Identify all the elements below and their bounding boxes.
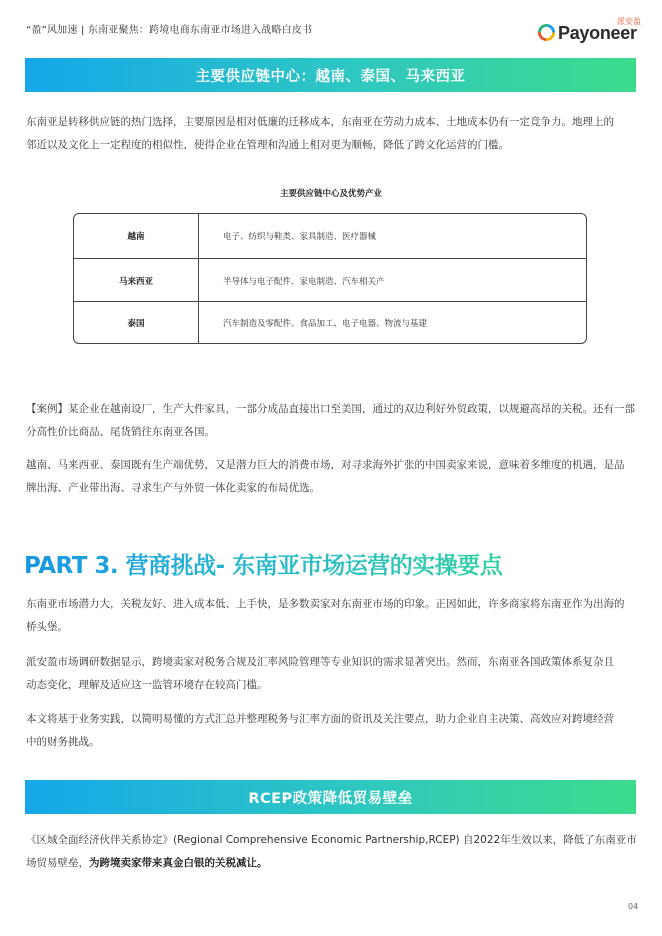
section-banner-rcep: RCEP政策降低贸易壁垒 xyxy=(25,780,636,814)
rcep-paragraph xyxy=(26,829,636,875)
logo-chinese-text: 派安盈 xyxy=(617,17,641,26)
part3-paragraph-3 xyxy=(26,708,636,754)
paragraph-line: 桥头堡。 xyxy=(26,621,68,633)
supply-chain-table xyxy=(73,213,587,344)
logo-ring-icon xyxy=(537,23,556,42)
rcep-text-plain: 场贸易壁垒， xyxy=(26,857,89,869)
table-row xyxy=(74,214,586,258)
table-row xyxy=(74,301,586,344)
rcep-text-bold: 为跨境卖家带来真金白银的关税减让。 xyxy=(89,857,268,869)
paragraph-line: 东南亚市场潜力大，关税友好、进入成本低、上手快，是多数卖家对东南亚市场的印象。正因如此，许多商家将东南亚作为出海的 xyxy=(26,598,625,610)
paragraph-line xyxy=(26,852,636,875)
page-number: 04 xyxy=(628,902,639,911)
section-banner-supply-chain: 主要供应链中心：越南、泰国、马来西亚 xyxy=(25,58,636,92)
logo-wordmark: Payoneer xyxy=(558,23,637,43)
supply-chain-intro-paragraph xyxy=(26,111,636,157)
table-cell-industries: 电子、纺织与鞋类、家具制造、医疗器械 xyxy=(223,232,377,242)
case-study-paragraph xyxy=(26,398,636,444)
part3-heading: PART 3. 营商挑战- 东南亚市场运营的实操要点 xyxy=(24,547,502,580)
paragraph-line: 中的财务挑战。 xyxy=(26,736,100,748)
paragraph-line: 动态变化，理解及适应这一监管环境存在较高门槛。 xyxy=(26,679,268,691)
table-cell-industries: 汽车制造及零配件、食品加工、电子电器、物流与基建 xyxy=(223,319,428,329)
paragraph-line: 分高性价比商品、尾货销往东南亚各国。 xyxy=(26,426,215,438)
paragraph-line: 《区域全面经济伙伴关系协定》(Regional Comprehensive Economic Partnership,RCEP) 自2022年生效以来，降低了东南亚市 xyxy=(26,834,637,846)
summary-paragraph xyxy=(26,454,636,500)
table-caption: 主要供应链中心及优势产业 xyxy=(279,189,382,199)
paragraph-line: 本文将基于业务实践，以简明易懂的方式汇总并整理税务与汇率方面的资讯及关注要点，助力企业自主决策、高效应对跨境经营 xyxy=(26,713,614,725)
table-cell-country: 越南 xyxy=(74,214,199,258)
paragraph-line: 越南、马来西亚、泰国既有生产端优势，又是潜力巨大的消费市场，对寻求海外扩张的中国卖家来说，意味着多维度的机遇，是品 xyxy=(26,459,625,471)
table-cell-country: 泰国 xyxy=(74,302,199,344)
paragraph-line: 派安盈市场调研数据显示，跨境卖家对税务合规及汇率风险管理等专业知识的需求显著突出。然而，东南亚各国政策体系复杂且 xyxy=(26,656,614,668)
part3-paragraph-2 xyxy=(26,651,636,697)
document-header-title: “盈”风加速 | 东南亚聚焦：跨境电商东南亚市场进入战略白皮书 xyxy=(26,25,313,36)
table-row xyxy=(74,258,586,302)
payoneer-logo xyxy=(537,16,641,44)
paragraph-line: 牌出海、产业带出海、寻求生产与外贸一体化卖家的布局优选。 xyxy=(26,482,320,494)
paragraph-line: 邻近以及文化上一定程度的相似性，使得企业在管理和沟通上相对更为顺畅，降低了跨文化运营的门槛。 xyxy=(26,139,509,151)
paragraph-line: 东南亚是转移供应链的热门选择，主要原因是相对低廉的迁移成本，东南亚在劳动力成本、土地成本仍有一定竞争力。地理上的 xyxy=(26,116,614,128)
table-cell-country: 马来西亚 xyxy=(74,259,199,302)
paragraph-line: 【案例】某企业在越南设厂，生产大件家具，一部分成品直接出口至美国，通过的双边利好外贸政策，以规避高昂的关税。还有一部 xyxy=(26,403,635,415)
part3-paragraph-1 xyxy=(26,593,636,639)
table-cell-industries: 半导体与电子配件、家电制造、汽车相关产 xyxy=(223,276,385,287)
